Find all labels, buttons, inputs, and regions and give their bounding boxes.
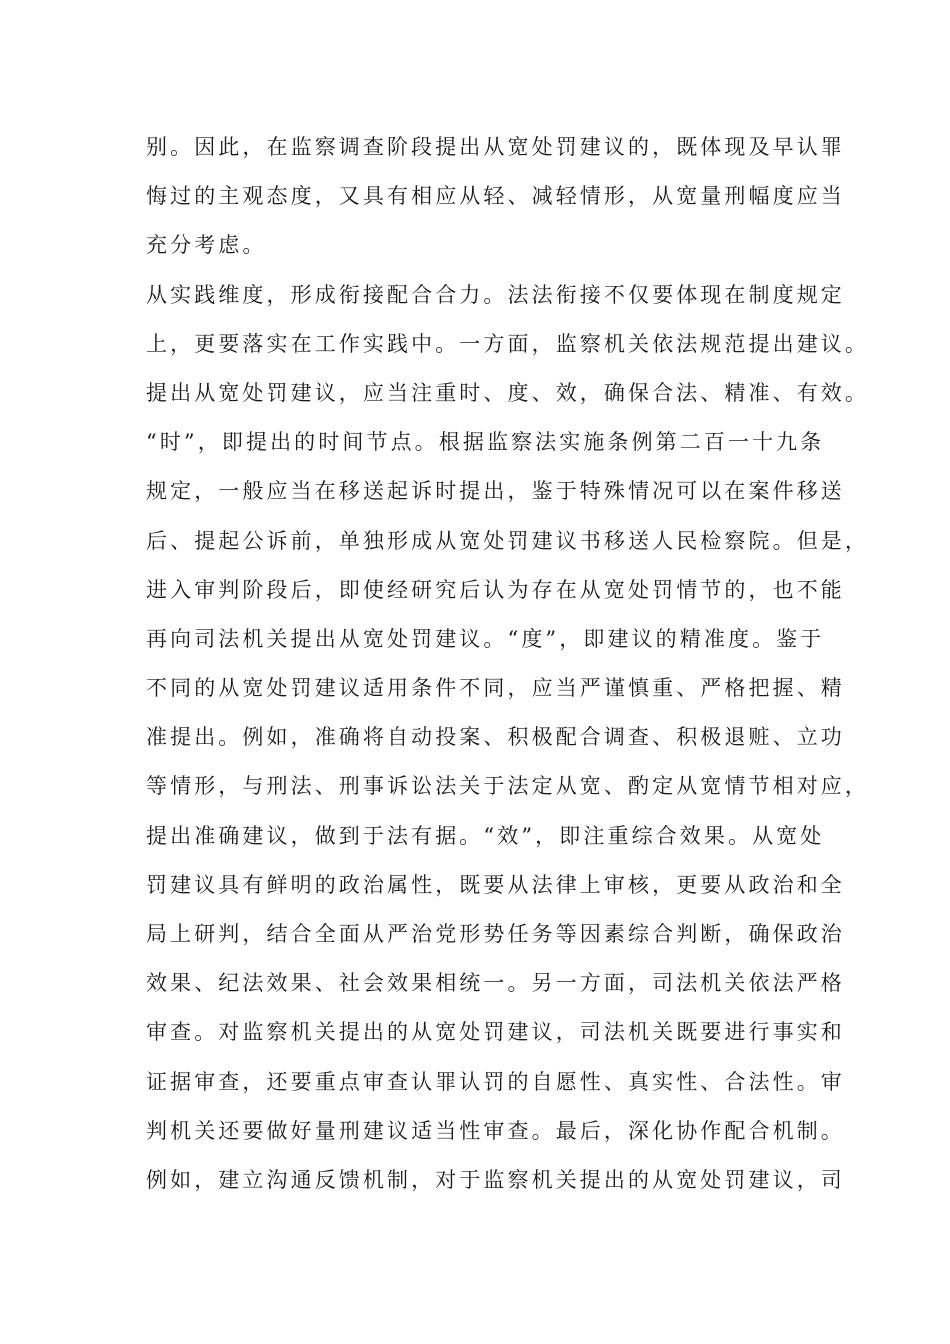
text-line: 等情形，与刑法、刑事诉讼法关于法定从宽、酌定从宽情节相对应， [146,774,869,799]
text-line: 提出准确建议，做到于法有据。“效”，即注重综合效果。从宽处 [146,823,825,848]
text-line: “时”，即提出的时间节点。根据监察法实施条例第二百一十九条 [146,430,825,455]
text-line: 规定，一般应当在移送起诉时提出，鉴于特殊情况可以在案件移送 [146,479,845,504]
text-line: 准提出。例如，准确将自动投案、积极配合调查、积极退赃、立功 [146,725,845,750]
text-line: 局上研判，结合全面从严治党形势任务等因素综合判断，确保政治 [146,922,845,946]
text-line: 审查。对监察机关提出的从宽处罚建议，司法机关既要进行事实和 [146,1020,845,1045]
text-line: 证据审查，还要重点审查认罪认罚的自愿性、真实性、合法性。审 [146,1069,845,1094]
text-line: 再向司法机关提出从宽处罚建议。“度”，即建议的精准度。鉴于 [146,626,825,651]
body-text [146,126,869,1208]
text-line: 后、提起公诉前，单独形成从宽处罚建议书移送人民检察院。但是， [146,528,869,553]
text-line: 上，更要落实在工作实践中。一方面，监察机关依法规范提出建议。 [146,331,869,356]
text-line: 从实践维度，形成衔接配合合力。法法衔接不仅要体现在制度规定 [146,282,845,307]
text-line: 充分考虑。 [146,233,267,258]
text-line: 提出从宽处罚建议，应当注重时、度、效，确保合法、精准、有效。 [146,380,869,405]
text-line: 例如，建立沟通反馈机制，对于监察机关提出的从宽处罚建议，司 [146,1167,845,1192]
text-line: 罚建议具有鲜明的政治属性，既要从法律上审核，更要从政治和全 [146,872,845,897]
text-line: 判机关还要做好量刑建议适当性审查。最后，深化协作配合机制。 [146,1118,845,1143]
text-line: 别。因此，在监察调查阶段提出从宽处罚建议的，既体现及早认罪 [146,135,845,159]
text-line: 悔过的主观态度，又具有相应从轻、减轻情形，从宽量刑幅度应当 [146,184,845,209]
text-line: 进入审判阶段后，即使经研究后认为存在从宽处罚情节的，也不能 [146,577,845,602]
text-line: 效果、纪法效果、社会效果相统一。另一方面，司法机关依法严格 [146,971,845,996]
text-line: 不同的从宽处罚建议适用条件不同，应当严谨慎重、严格把握、精 [146,676,845,701]
